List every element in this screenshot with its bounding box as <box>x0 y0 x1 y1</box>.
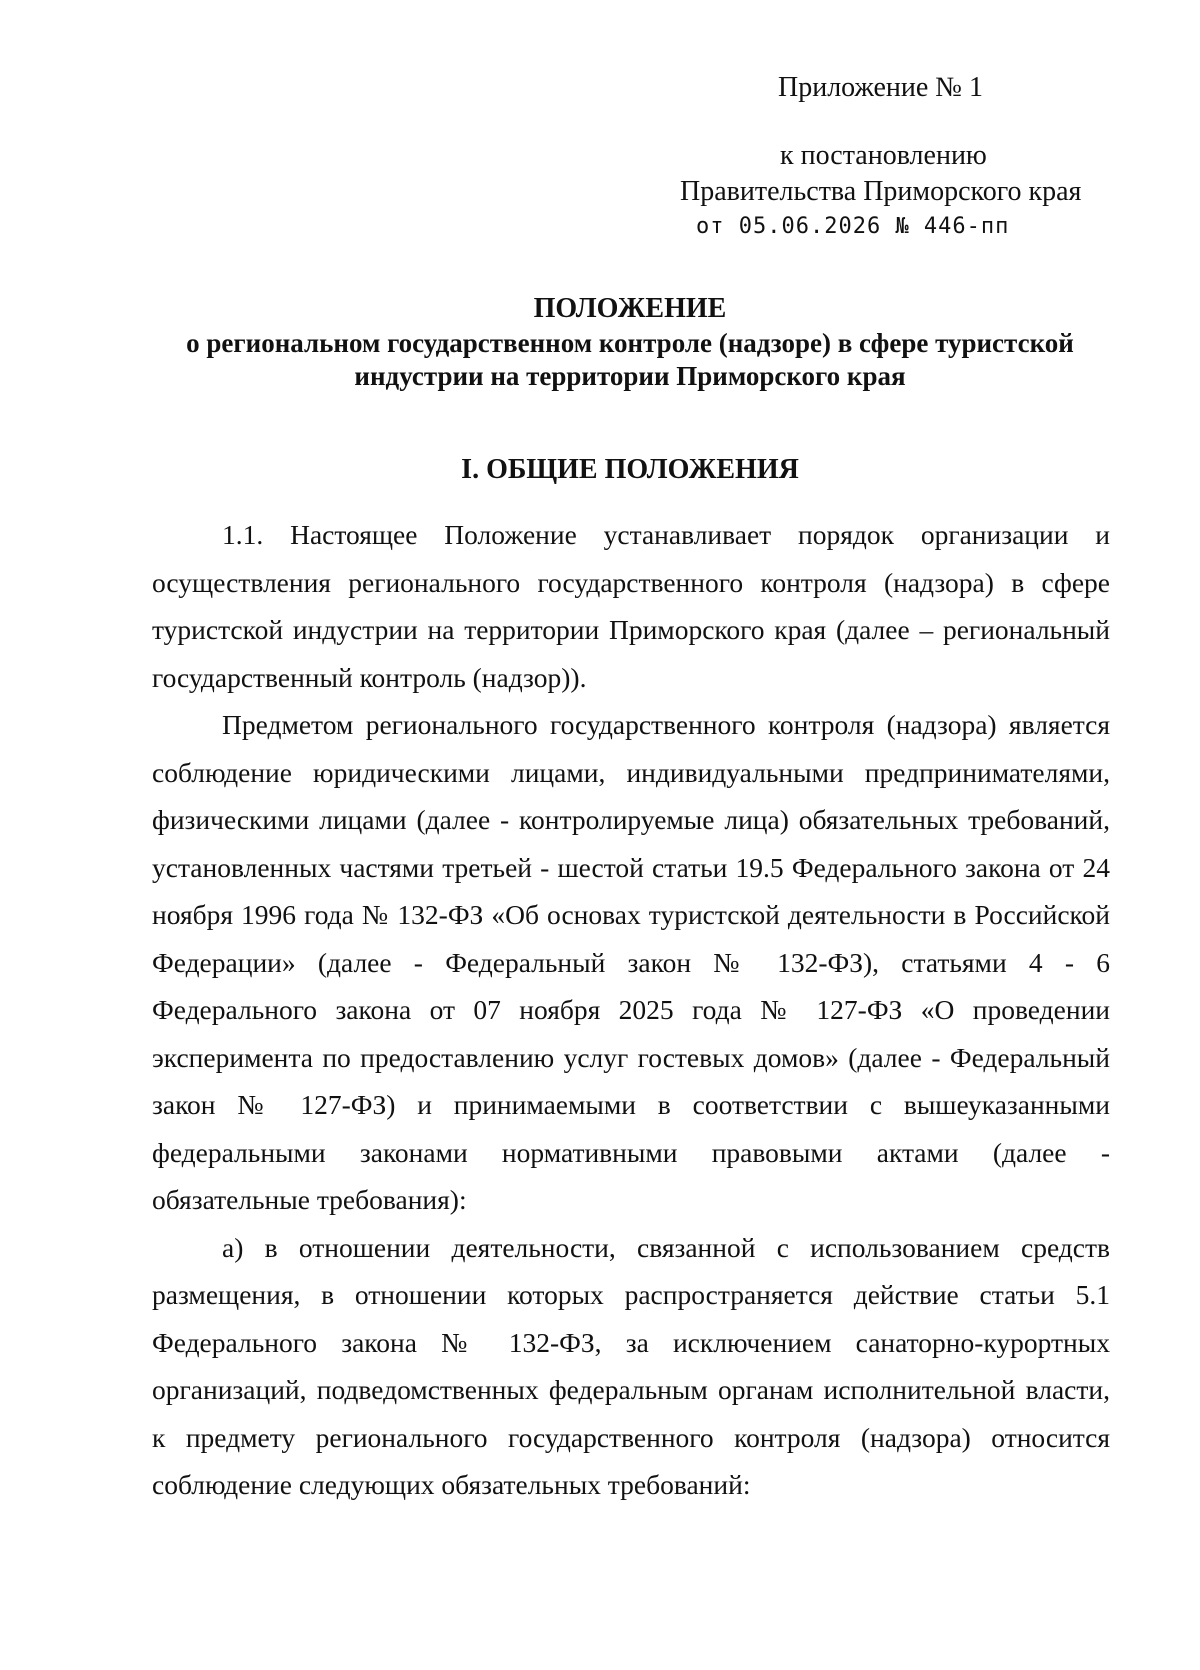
paragraph: а) в отношении деятельности, связанной с использованием средств размещения, в отношении которых распространяется действие статьи 5.1 Федерального закона № 132-ФЗ, за исключением санаторно-курортных организаций, подведомственных федеральным органам исполнительной власти, к предмету регионального государственного контроля (надзора) относится соблюдение следующих обязательных требований: <box>152 1231 1110 1500</box>
section-title: I. ОБЩИЕ ПОЛОЖЕНИЯ <box>461 454 799 485</box>
approval-line-1: к постановлению <box>780 140 987 171</box>
paragraph: 1.1. Настоящее Положение устанавливает порядок организации и осуществления регионального государственного контроля (надзора) в сфере туристской индустрии на территории Приморского края (далее – региональный государственный контроль (надзор)). <box>152 519 1110 693</box>
approval-line-2: Правительства Приморского края <box>680 176 1082 207</box>
approval-block <box>680 138 1120 244</box>
document-heading <box>150 292 1110 393</box>
document-subtitle: о региональном государственном контроле (надзоре) в сфере туристской индустрии на территории Приморского края <box>186 328 1074 391</box>
document-body <box>152 511 1110 1509</box>
document-title: ПОЛОЖЕНИЕ <box>533 293 727 324</box>
annex-number: Приложение № 1 <box>778 72 983 103</box>
approval-stamp: от 05.06.2026 № 446-пп <box>696 214 1010 239</box>
paragraph: Предметом регионального государственного контроля (надзора) является соблюдение юридическими лицами, индивидуальными предпринимателями, физическими лицами (далее - контролируемые лица) обязательных требований, установленных частями третьей - шестой статьи 19.5 Федерального закона от 24 ноября 1996 года № 132-ФЗ «Об основах туристской деятельности в Российской Федерации» (далее - Федеральный закон № 132-ФЗ), статьями 4 - 6 Федерального закона от 07 ноября 2025 года № 127-ФЗ «О проведении эксперимента по предоставлению услуг гостевых домов» (далее - Федеральный закон № 127-ФЗ) и принимаемыми в соответствии с вышеуказанными федеральными законами нормативными правовыми актами (далее - обязательные требования): <box>152 709 1110 1215</box>
